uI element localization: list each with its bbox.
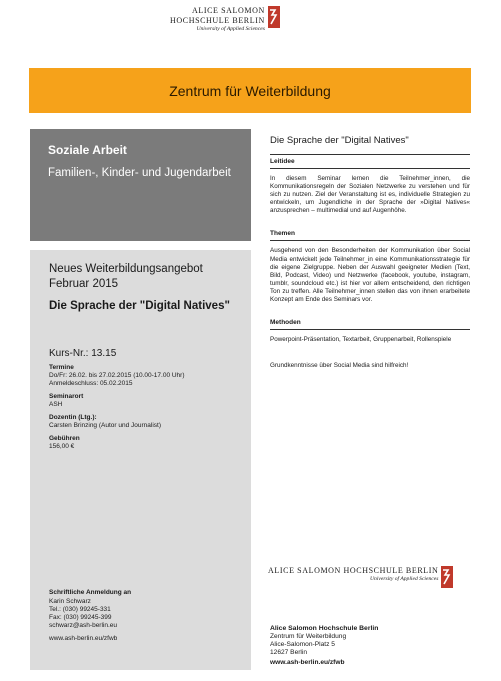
footer-line: Alice-Salomon-Platz 5 bbox=[270, 641, 335, 649]
termine-block bbox=[49, 364, 232, 388]
category-box bbox=[30, 129, 251, 241]
divider bbox=[270, 240, 470, 241]
course-number: Kurs-Nr.: 13.15 bbox=[49, 348, 117, 359]
description-column bbox=[270, 135, 470, 370]
ash-mark-icon bbox=[268, 6, 280, 28]
contact-fax: Fax: (030) 99245-399 bbox=[49, 614, 112, 621]
footer-line: Zentrum für Weiterbildung bbox=[270, 633, 347, 640]
logo-sub: University of Applied Sciences bbox=[370, 576, 439, 582]
themen-label: Themen bbox=[270, 230, 295, 238]
logo-school: HOCHSCHULE BERLIN bbox=[170, 16, 265, 25]
seminarort-block bbox=[49, 393, 232, 409]
methoden-text: Powerpoint-Präsentation, Textarbeit, Gruppenarbeit, Rollenspiele bbox=[270, 336, 452, 344]
divider bbox=[270, 168, 470, 169]
contact-email[interactable]: schwarz@ash-berlin.eu bbox=[49, 622, 118, 629]
category-subtitle: Familien-, Kinder- und Jugendarbeit bbox=[48, 167, 231, 179]
contact-web[interactable]: www.ash-berlin.eu/zfwb bbox=[49, 635, 118, 642]
contact-name: Karin Schwarz bbox=[49, 598, 91, 605]
footer-line: 12627 Berlin bbox=[270, 649, 308, 657]
banner-zentrum: Zentrum für Weiterbildung bbox=[29, 68, 471, 113]
seminarort-value: ASH bbox=[49, 401, 63, 408]
termine-label: Termine bbox=[49, 364, 74, 371]
category-title: Soziale Arbeit bbox=[48, 143, 127, 157]
offer-panel bbox=[30, 250, 251, 670]
themen-text: Ausgehend von den Besonderheiten der Kommunikation über Social Media entwickelt jede Teilnehmer_in eine Kommunikationsstrategie für die eigene Zielgruppe. Neben der Auswahl geeigneter Medien (Text, Bild, Podcast, Video) und Netzwerke (facebook, youtube, instagram, tumblr, soundcloud etc.) ist hier vor allem entscheidend, den richtigen Ton zu treffen. Alle Teilnehmer_innen stellen das von ihnen erarbeitete Konzept am Ende des Seminars vor. bbox=[270, 247, 470, 304]
logo-sub: University of Applied Sciences bbox=[196, 26, 265, 32]
offer-title: Die Sprache der "Digital Natives" bbox=[49, 300, 230, 312]
logo-name: ALICE SALOMON bbox=[191, 6, 265, 15]
anmeldeschluss: Anmeldeschluss: 05.02.2015 bbox=[49, 380, 133, 387]
contact-tel: Tel.: (030) 99245-331 bbox=[49, 606, 111, 613]
offer-kicker: Neues Weiterbildungsangebot Februar 2015 bbox=[49, 263, 203, 290]
methoden-label: Methoden bbox=[270, 319, 301, 327]
dozentin-block bbox=[49, 414, 232, 430]
divider bbox=[270, 329, 470, 330]
footer-address bbox=[270, 624, 470, 667]
gebuehren-label: Gebühren bbox=[49, 435, 80, 442]
dozentin-label: Dozentin (Ltg.): bbox=[49, 414, 97, 421]
seminarort-label: Seminarort bbox=[49, 393, 84, 400]
logo-name: ALICE SALOMON HOCHSCHULE BERLIN bbox=[268, 566, 439, 575]
description-title: Die Sprache der "Digital Natives" bbox=[270, 135, 470, 155]
leitidee-label: Leitidee bbox=[270, 158, 295, 165]
ash-logo-top bbox=[170, 6, 280, 33]
contact-label: Schriftliche Anmeldung an bbox=[49, 589, 132, 596]
gebuehren-value: 156,00 € bbox=[49, 443, 75, 450]
footer-name: Alice Salomon Hochschule Berlin bbox=[270, 625, 379, 632]
footer-web[interactable]: www.ash-berlin.eu/zfwb bbox=[270, 658, 345, 666]
termine-value: Do/Fr: 26.02. bis 27.02.2015 (10.00-17.00 Uhr) bbox=[49, 372, 185, 379]
dozentin-value: Carsten Brinzing (Autor und Journalist) bbox=[49, 422, 161, 429]
ash-logo-bottom bbox=[268, 566, 453, 588]
hint-text: Grundkenntnisse über Social Media sind hilfreich! bbox=[270, 362, 409, 370]
gebuehren-block bbox=[49, 435, 232, 451]
leitidee-text: In diesem Seminar lernen die Teilnehmer_innen, die Kommunikationsregeln der Sozialen Netzwerke zu verstehen und für sich zu nutzen. Ziel der Veranstaltung ist es, individuelle Strategien zu entwickeln, um Jugendliche in der Sprache der »Digital Natives« anzusprechen – multimedial und auf Augenhöhe. bbox=[270, 175, 470, 215]
contact-block bbox=[49, 589, 131, 642]
ash-mark-icon bbox=[441, 566, 453, 588]
